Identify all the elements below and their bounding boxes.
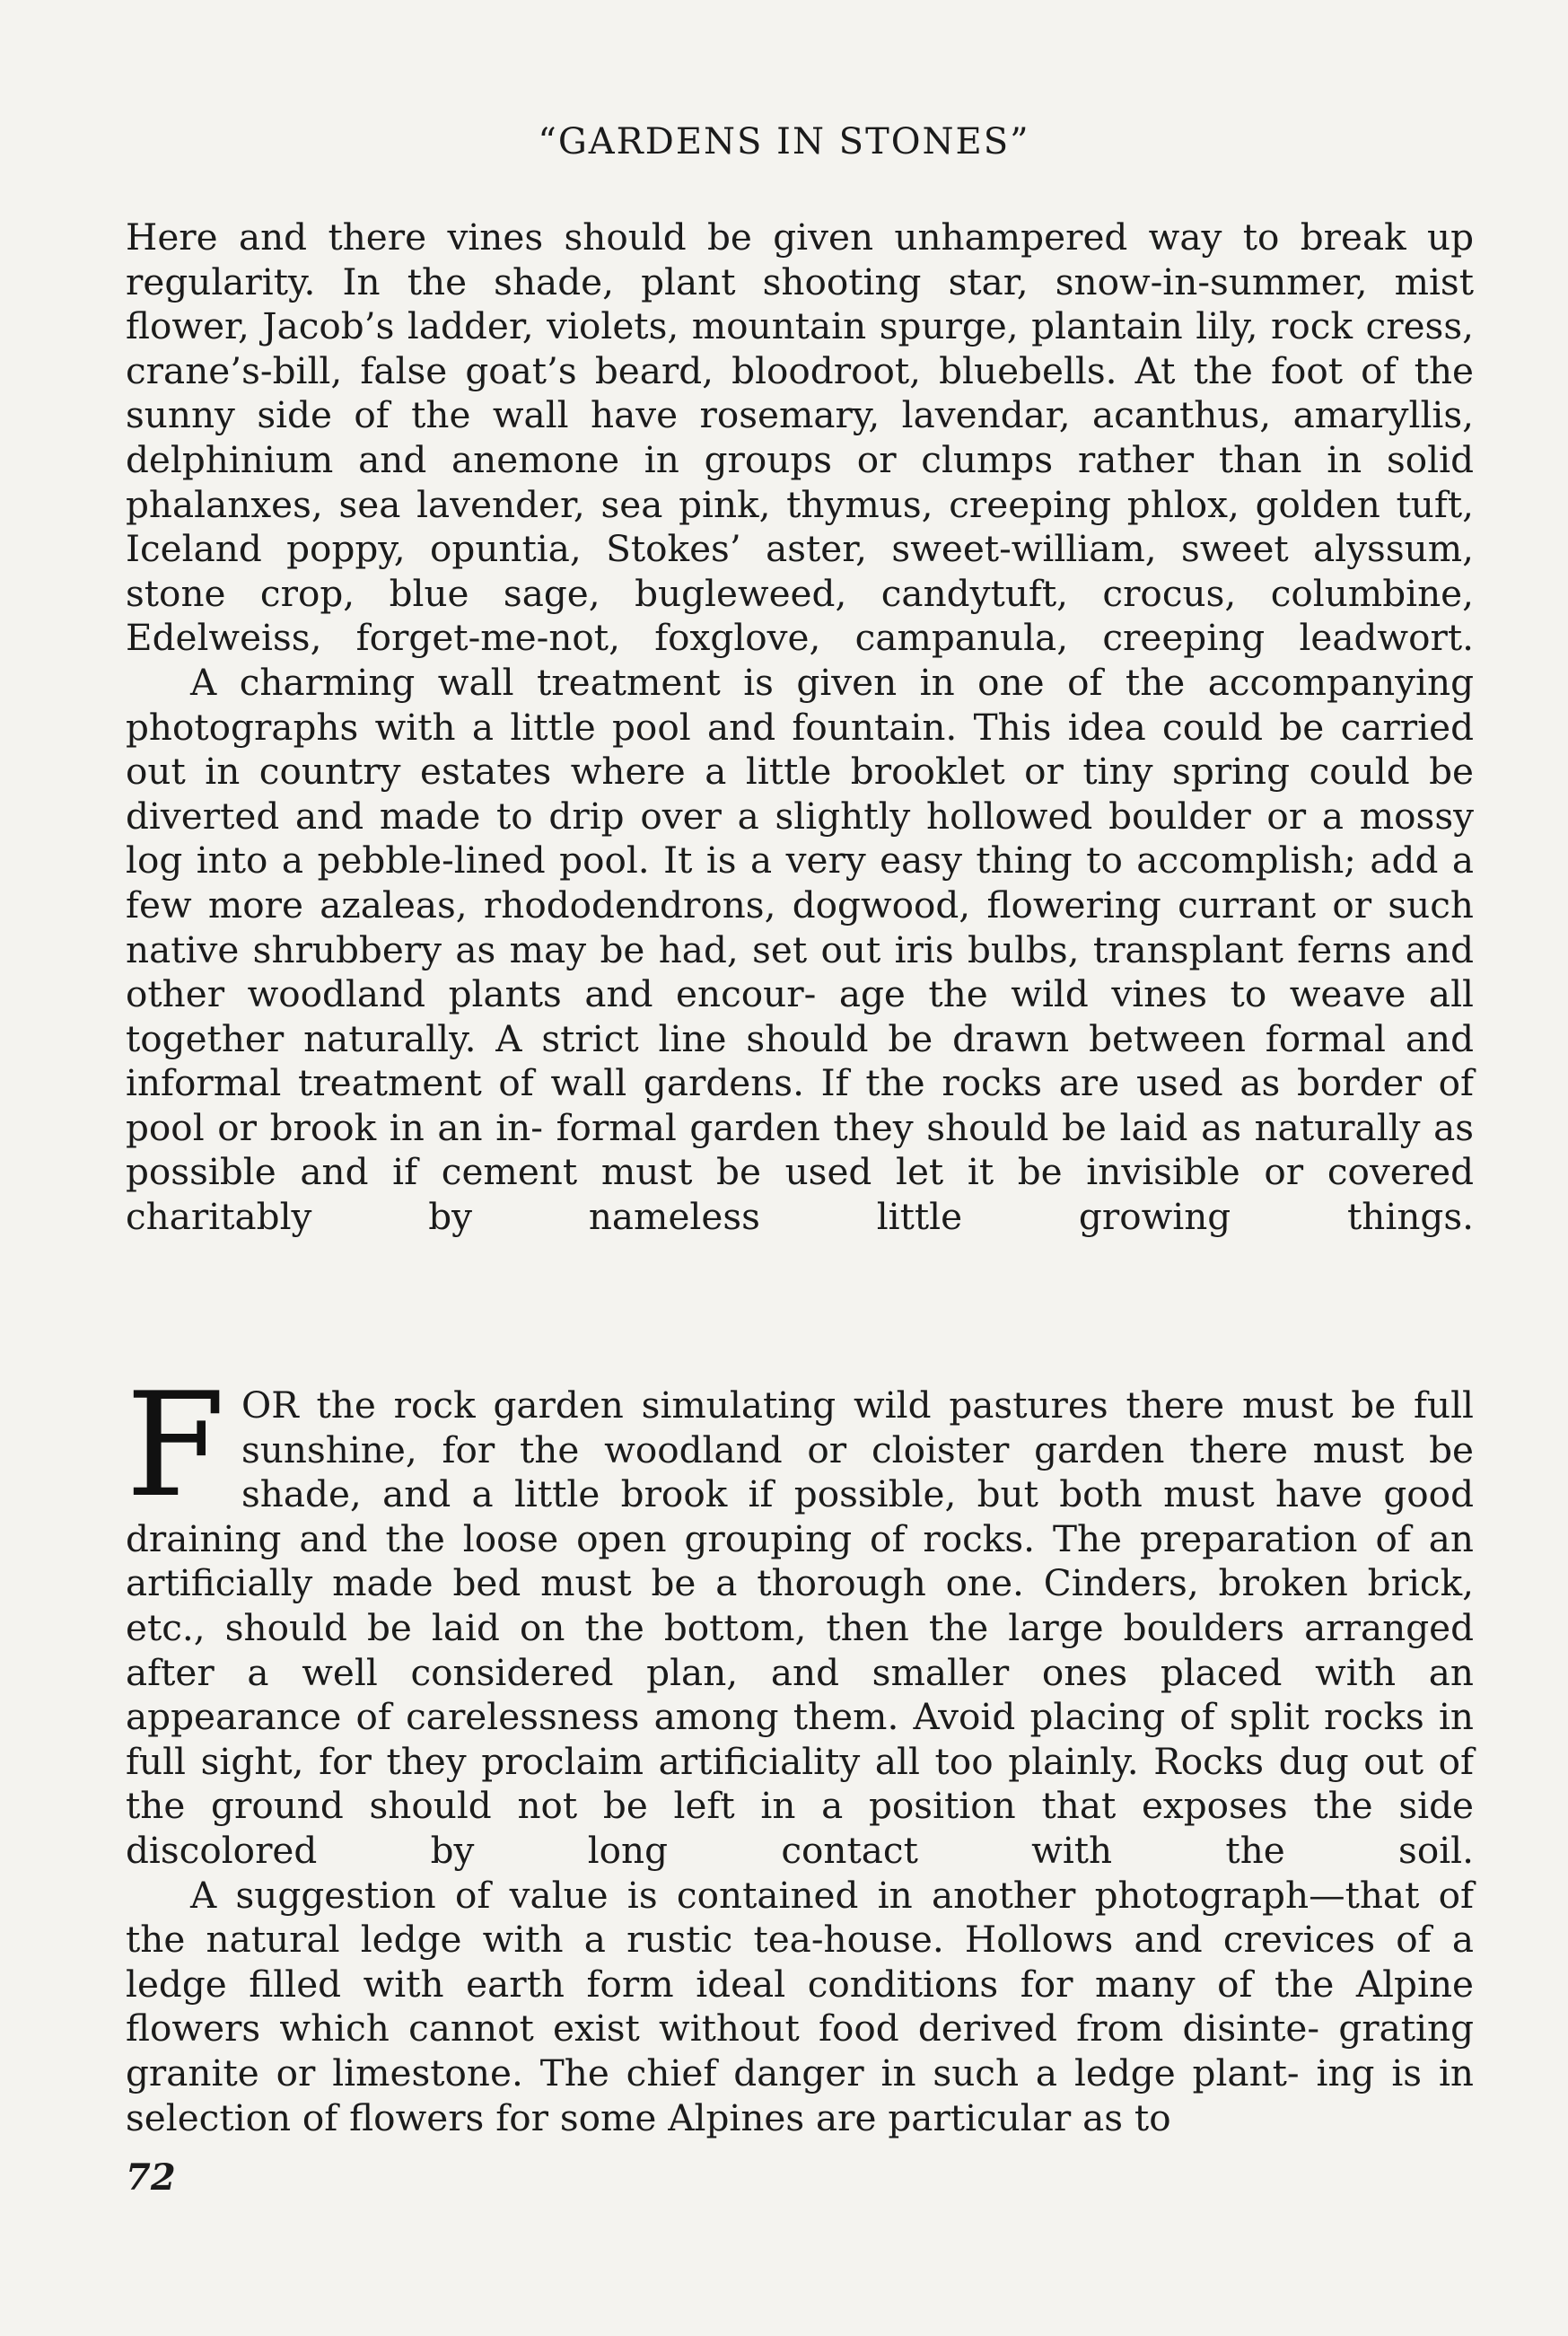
text-block-upper	[126, 215, 1474, 1240]
text-line: of the natural ledge with a rustic tea-house. Hollows and crevices	[126, 1873, 1475, 1962]
text-line: cress, crane’s-bill, false goat’s beard, bloodroot, bluebells. At the	[126, 304, 1474, 392]
text-line: cement must be used let it be invisible or covered charitably by	[126, 1150, 1474, 1239]
text-line: leadwort.	[1299, 616, 1474, 660]
text-line: golden tuft, Iceland poppy, opuntia, Stokes’ aster, sweet-william,	[126, 482, 1474, 571]
text-line: grating granite or limestone. The chief danger in such a ledge plant-	[126, 2007, 1474, 2094]
paragraph-wall-treatment	[126, 661, 1474, 1240]
drop-cap: F	[126, 1361, 226, 1529]
text-line: accomplish; add a few more azaleas, rhododendrons, dogwood,	[126, 839, 1474, 926]
text-line: shade, and a little brook if possible, but both must have good	[241, 1472, 1474, 1516]
text-line: the side discolored by long contact with the soil.	[126, 1784, 1474, 1872]
text-line: of an artificially made bed must be a thorough one. Cinders, broken	[126, 1516, 1475, 1605]
text-line: rocks in full sight, for they proclaim artificiality all too plainly. Rocks	[126, 1695, 1475, 1783]
text-line: foot of the sunny side of the wall have rosemary, lavendar, acanthus,	[126, 348, 1475, 437]
text-line: dug out of the ground should not be left in a position that exposes	[126, 1739, 1474, 1828]
text-line: full sunshine, for the woodland or cloister garden there must be	[241, 1383, 1474, 1471]
text-line: arranged after a well considered plan, and smaller ones placed with	[126, 1605, 1475, 1694]
text-line: should be drawn between formal and informal treatment of wall	[126, 1016, 1474, 1105]
text-line: nameless little growing things.	[588, 1195, 1474, 1239]
text-line: flowering currant or such native shrubbery as may be had, set out	[126, 883, 1475, 971]
text-line: age the wild vines to weave all together naturally. A strict line	[126, 972, 1474, 1060]
text-line: OR the rock garden simulating wild pastures there must be	[241, 1383, 1397, 1427]
text-line: columbine, Edelweiss, forget-me-not, foxglove, campanula, creeping	[126, 571, 1474, 660]
running-head: “GARDENS IN STONES”	[538, 121, 1030, 162]
text-line: brick, etc., should be laid on the bottom, then the large boulders	[126, 1561, 1475, 1649]
text-line: gardens. If the rocks are used as border of pool or brook in an in-	[126, 1061, 1474, 1149]
paragraph-rock-garden	[126, 1361, 1475, 1874]
text-line: Here and there vines should be given unhampered way to break up	[126, 215, 1474, 259]
text-line: Alpine flowers which cannot exist without food derived from disinte-	[126, 1962, 1474, 2051]
text-line: formal garden they should be laid as naturally as possible and if	[126, 1105, 1475, 1194]
text-line: or a mossy log into a pebble-lined pool. It is a very easy thing to	[126, 794, 1475, 883]
text-line: photographs with a little pool and fountain. This idea could be	[126, 705, 1325, 749]
text-line: iris bulbs, transplant ferns and other woodland plants and encour-	[126, 927, 1474, 1016]
text-line: A charming wall treatment is given in one of the accompanying	[190, 660, 1474, 704]
paragraph-plant-list	[126, 215, 1474, 661]
text-line: of a ledge filled with earth form ideal conditions for many of the	[126, 1918, 1474, 2006]
page-number: 72	[126, 2156, 176, 2199]
text-line: carried out in country estates where a little brooklet or tiny spring	[126, 705, 1474, 794]
text-line: ing is in selection of flowers for some Alpines are particular as to	[126, 2051, 1474, 2139]
text-line: A suggestion of value is contained in another photograph—that	[190, 1873, 1420, 1917]
text-block-lower	[126, 1361, 1475, 2140]
text-line: amaryllis, delphinium and anemone in groups or clumps rather than	[126, 393, 1475, 481]
text-line: draining and the loose open grouping of rocks. The preparation	[126, 1516, 1358, 1560]
paragraph-ledge	[126, 1874, 1474, 2141]
text-line: flower, Jacob’s ladder, violets, mountain spurge, plantain lily, rock	[126, 304, 1353, 348]
text-line: in solid phalanxes, sea lavender, sea pink, thymus, creeping phlox,	[126, 437, 1474, 526]
text-line: an appearance of carelessness among them. Avoid placing of split	[126, 1650, 1474, 1739]
text-line: could be diverted and made to drip over a slightly hollowed boulder	[126, 750, 1475, 838]
text-line: regularity. In the shade, plant shooting star, snow-in-summer, mist	[126, 259, 1474, 303]
text-line: sweet alyssum, stone crop, blue sage, bugleweed, candytuft, crocus,	[126, 527, 1474, 615]
